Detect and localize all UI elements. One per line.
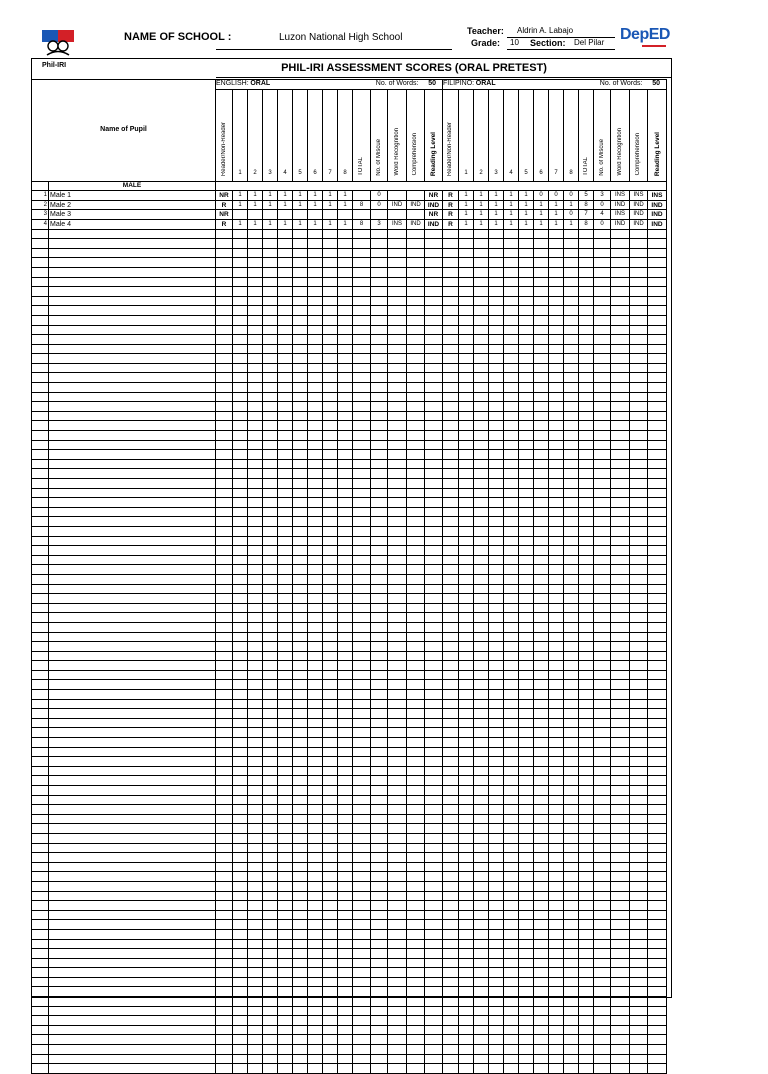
en-reading-level-header: Reading Level bbox=[425, 89, 443, 181]
en-score-cell: 1 bbox=[278, 191, 293, 201]
fil-item-4-header: 4 bbox=[504, 89, 519, 181]
pupil-name: Male 3 bbox=[49, 210, 216, 220]
fil-score-cell: 1 bbox=[519, 219, 534, 229]
fil-score-cell: 0 bbox=[549, 191, 564, 201]
name-of-pupil-header: Name of Pupil bbox=[32, 80, 216, 182]
empty-row bbox=[32, 824, 667, 834]
table-row bbox=[32, 210, 667, 220]
fil-score-cell: IND bbox=[648, 210, 667, 220]
en-score-cell: NR bbox=[216, 191, 233, 201]
en-score-cell: R bbox=[216, 200, 233, 210]
empty-row bbox=[32, 699, 667, 709]
empty-row bbox=[32, 517, 667, 527]
en-score-cell bbox=[278, 210, 293, 220]
en-score-cell: 1 bbox=[278, 219, 293, 229]
pupil-name: Male 1 bbox=[49, 191, 216, 201]
empty-row bbox=[32, 469, 667, 479]
en-score-cell bbox=[323, 210, 338, 220]
empty-row bbox=[32, 632, 667, 642]
fil-score-cell: 1 bbox=[474, 200, 489, 210]
fil-score-cell: 1 bbox=[564, 200, 579, 210]
fil-score-cell: 1 bbox=[519, 191, 534, 201]
en-score-cell: 1 bbox=[248, 200, 263, 210]
en-miscue-header: No. of Miscue bbox=[371, 89, 388, 181]
empty-row bbox=[32, 335, 667, 345]
en-score-cell: 1 bbox=[293, 191, 308, 201]
empty-row bbox=[32, 1045, 667, 1055]
en-item-2-header: 2 bbox=[248, 89, 263, 181]
fil-score-cell: 0 bbox=[594, 200, 611, 210]
fil-score-cell: 8 bbox=[579, 219, 594, 229]
empty-row bbox=[32, 536, 667, 546]
en-score-cell: NR bbox=[425, 210, 443, 220]
fil-comprehension-header: Comprehension bbox=[630, 89, 648, 181]
empty-row bbox=[32, 402, 667, 412]
fil-score-cell: INS bbox=[611, 191, 630, 201]
en-score-cell: 1 bbox=[323, 200, 338, 210]
en-item-7-header: 7 bbox=[323, 89, 338, 181]
empty-row bbox=[32, 325, 667, 335]
fil-score-cell: 1 bbox=[474, 219, 489, 229]
empty-row bbox=[32, 814, 667, 824]
empty-row bbox=[32, 315, 667, 325]
en-word-recognition-header: Word Recognition bbox=[388, 89, 407, 181]
en-score-cell: R bbox=[216, 219, 233, 229]
en-comprehension-header: Comprehension bbox=[407, 89, 425, 181]
en-score-cell bbox=[293, 210, 308, 220]
teacher-label: Teacher: bbox=[467, 26, 504, 36]
pupil-name: Male 2 bbox=[49, 200, 216, 210]
fil-score-cell: IND bbox=[611, 219, 630, 229]
empty-row bbox=[32, 507, 667, 517]
en-score-cell: IND bbox=[407, 219, 425, 229]
en-score-cell bbox=[407, 210, 425, 220]
empty-row bbox=[32, 229, 667, 239]
empty-row bbox=[32, 546, 667, 556]
empty-row bbox=[32, 718, 667, 728]
empty-row bbox=[32, 968, 667, 978]
fil-item-6-header: 6 bbox=[534, 89, 549, 181]
empty-row bbox=[32, 363, 667, 373]
empty-row bbox=[32, 680, 667, 690]
empty-row bbox=[32, 488, 667, 498]
en-score-cell: 8 bbox=[353, 219, 371, 229]
empty-row bbox=[32, 747, 667, 757]
section-value: Del Pilar bbox=[574, 38, 605, 47]
male-label: MALE bbox=[49, 181, 216, 191]
empty-row bbox=[32, 574, 667, 584]
empty-row bbox=[32, 277, 667, 287]
empty-row bbox=[32, 239, 667, 249]
grade-underline bbox=[507, 49, 615, 50]
empty-row bbox=[32, 498, 667, 508]
fil-score-cell: 1 bbox=[549, 200, 564, 210]
fil-score-cell: 1 bbox=[534, 210, 549, 220]
empty-row bbox=[32, 862, 667, 872]
sheet-title: PHIL-IRI ASSESSMENT SCORES (ORAL PRETEST) bbox=[216, 59, 672, 78]
empty-row bbox=[32, 728, 667, 738]
en-score-cell: 1 bbox=[233, 200, 248, 210]
empty-row bbox=[32, 431, 667, 441]
fil-score-cell: IND bbox=[648, 219, 667, 229]
fil-score-cell: 1 bbox=[489, 219, 504, 229]
empty-row bbox=[32, 450, 667, 460]
en-score-cell: IND bbox=[407, 200, 425, 210]
row-number: 1 bbox=[32, 191, 49, 201]
en-score-cell bbox=[338, 210, 353, 220]
row-number: 2 bbox=[32, 200, 49, 210]
fil-miscue-header: No. of Miscue bbox=[594, 89, 611, 181]
en-score-cell: 1 bbox=[293, 219, 308, 229]
en-score-cell bbox=[407, 191, 425, 201]
section-label: Section: bbox=[530, 38, 566, 48]
empty-row bbox=[32, 459, 667, 469]
empty-row bbox=[32, 613, 667, 623]
en-item-3-header: 3 bbox=[263, 89, 278, 181]
en-score-cell: 1 bbox=[323, 191, 338, 201]
en-score-cell bbox=[263, 210, 278, 220]
en-item-1-header: 1 bbox=[233, 89, 248, 181]
empty-row bbox=[32, 1064, 667, 1074]
fil-score-cell: 1 bbox=[489, 191, 504, 201]
fil-score-cell: IND bbox=[611, 200, 630, 210]
male-section-row bbox=[32, 181, 667, 191]
fil-item-1-header: 1 bbox=[459, 89, 474, 181]
fil-reader-header: Reader/Non-Reader bbox=[443, 89, 459, 181]
fil-reading-level-header: Reading Level bbox=[648, 89, 667, 181]
english-header: ENGLISH: ORAL No. of Words: 50 bbox=[216, 80, 443, 90]
empty-row bbox=[32, 881, 667, 891]
en-score-cell: 1 bbox=[248, 219, 263, 229]
fil-score-cell: 1 bbox=[519, 210, 534, 220]
en-item-4-header: 4 bbox=[278, 89, 293, 181]
en-score-cell bbox=[233, 210, 248, 220]
en-score-cell: NR bbox=[216, 210, 233, 220]
en-score-cell: 1 bbox=[338, 200, 353, 210]
fil-score-cell: 1 bbox=[474, 191, 489, 201]
fil-item-2-header: 2 bbox=[474, 89, 489, 181]
empty-row bbox=[32, 383, 667, 393]
grade-label: Grade: bbox=[471, 38, 501, 48]
en-score-cell: 1 bbox=[248, 191, 263, 201]
empty-row bbox=[32, 526, 667, 536]
fil-score-cell: IND bbox=[630, 200, 648, 210]
en-score-cell: 1 bbox=[338, 191, 353, 201]
teacher-name: Aldrin A. Labajo bbox=[517, 26, 574, 35]
empty-row bbox=[32, 267, 667, 277]
en-score-cell: INS bbox=[388, 219, 407, 229]
deped-logo-text: DepED bbox=[620, 26, 670, 43]
empty-row bbox=[32, 757, 667, 767]
fil-score-cell: 1 bbox=[459, 210, 474, 220]
empty-row bbox=[32, 853, 667, 863]
en-item-5-header: 5 bbox=[293, 89, 308, 181]
fil-total-header: TOTAL bbox=[579, 89, 594, 181]
fil-score-cell: 7 bbox=[579, 210, 594, 220]
fil-item-8-header: 8 bbox=[564, 89, 579, 181]
fil-score-cell: 8 bbox=[579, 200, 594, 210]
empty-row bbox=[32, 248, 667, 258]
fil-score-cell: INS bbox=[630, 191, 648, 201]
fil-score-cell: R bbox=[443, 219, 459, 229]
empty-row bbox=[32, 929, 667, 939]
en-score-cell bbox=[388, 210, 407, 220]
fil-score-cell: IND bbox=[648, 200, 667, 210]
en-reader-header: Reader/Non-Reader bbox=[216, 89, 233, 181]
empty-row bbox=[32, 479, 667, 489]
en-item-6-header: 6 bbox=[308, 89, 323, 181]
en-score-cell: 1 bbox=[308, 219, 323, 229]
empty-row bbox=[32, 910, 667, 920]
en-total-header: TOTAL bbox=[353, 89, 371, 181]
en-score-cell: 0 bbox=[371, 191, 388, 201]
fil-score-cell: IND bbox=[630, 219, 648, 229]
en-score-cell: 1 bbox=[323, 219, 338, 229]
empty-row bbox=[32, 651, 667, 661]
empty-row bbox=[32, 622, 667, 632]
fil-score-cell: 1 bbox=[474, 210, 489, 220]
empty-row bbox=[32, 584, 667, 594]
en-score-cell: 1 bbox=[263, 191, 278, 201]
empty-row bbox=[32, 891, 667, 901]
en-score-cell: 1 bbox=[263, 200, 278, 210]
table-row bbox=[32, 191, 667, 201]
empty-row bbox=[32, 670, 667, 680]
empty-row bbox=[32, 766, 667, 776]
pupil-name: Male 4 bbox=[49, 219, 216, 229]
en-score-cell: 1 bbox=[293, 200, 308, 210]
empty-row bbox=[32, 843, 667, 853]
empty-row bbox=[32, 1006, 667, 1016]
fil-score-cell: R bbox=[443, 200, 459, 210]
empty-row bbox=[32, 421, 667, 431]
fil-item-5-header: 5 bbox=[519, 89, 534, 181]
empty-row bbox=[32, 939, 667, 949]
empty-row bbox=[32, 555, 667, 565]
fil-score-cell: 1 bbox=[459, 219, 474, 229]
empty-row bbox=[32, 411, 667, 421]
empty-row bbox=[32, 1035, 667, 1045]
en-score-cell bbox=[388, 191, 407, 201]
empty-row bbox=[32, 344, 667, 354]
fil-score-cell: INS bbox=[611, 210, 630, 220]
deped-tagline bbox=[642, 45, 666, 47]
fil-score-cell: R bbox=[443, 210, 459, 220]
empty-row bbox=[32, 795, 667, 805]
scores-table bbox=[31, 79, 667, 1074]
fil-score-cell: 1 bbox=[504, 200, 519, 210]
empty-row bbox=[32, 709, 667, 719]
fil-score-cell: INS bbox=[648, 191, 667, 201]
en-score-cell: IND bbox=[388, 200, 407, 210]
empty-row bbox=[32, 373, 667, 383]
fil-score-cell: 0 bbox=[564, 210, 579, 220]
en-score-cell: 1 bbox=[338, 219, 353, 229]
school-label: NAME OF SCHOOL : bbox=[124, 31, 232, 43]
language-header-row bbox=[32, 80, 667, 90]
fil-score-cell: 1 bbox=[504, 191, 519, 201]
fil-score-cell: 0 bbox=[564, 191, 579, 201]
empty-row bbox=[32, 690, 667, 700]
empty-row bbox=[32, 977, 667, 987]
fil-score-cell: 1 bbox=[504, 219, 519, 229]
fil-score-cell: 3 bbox=[594, 191, 611, 201]
en-score-cell bbox=[248, 210, 263, 220]
fil-score-cell: 1 bbox=[564, 219, 579, 229]
empty-row bbox=[32, 833, 667, 843]
empty-row bbox=[32, 594, 667, 604]
fil-score-cell: 1 bbox=[459, 191, 474, 201]
en-score-cell bbox=[353, 210, 371, 220]
empty-row bbox=[32, 392, 667, 402]
empty-row bbox=[32, 306, 667, 316]
fil-score-cell: 1 bbox=[504, 210, 519, 220]
empty-row bbox=[32, 642, 667, 652]
empty-row bbox=[32, 987, 667, 997]
empty-row bbox=[32, 997, 667, 1007]
en-score-cell: 1 bbox=[278, 200, 293, 210]
empty-row bbox=[32, 776, 667, 786]
fil-word-recognition-header: Word Recognition bbox=[611, 89, 630, 181]
en-score-cell: 1 bbox=[308, 191, 323, 201]
fil-score-cell: 1 bbox=[489, 200, 504, 210]
en-score-cell: 8 bbox=[353, 200, 371, 210]
fil-score-cell: 5 bbox=[579, 191, 594, 201]
fil-score-cell: 1 bbox=[534, 219, 549, 229]
en-score-cell: 0 bbox=[371, 200, 388, 210]
fil-score-cell: 0 bbox=[594, 219, 611, 229]
fil-score-cell: 0 bbox=[534, 191, 549, 201]
empty-row bbox=[32, 296, 667, 306]
fil-score-cell: 1 bbox=[549, 219, 564, 229]
empty-row bbox=[32, 354, 667, 364]
empty-row bbox=[32, 661, 667, 671]
en-score-cell: 3 bbox=[371, 219, 388, 229]
philiri-logo-text: Phil-IRI bbox=[42, 62, 67, 69]
fil-score-cell: 1 bbox=[459, 200, 474, 210]
empty-row bbox=[32, 958, 667, 968]
empty-row bbox=[32, 786, 667, 796]
empty-row bbox=[32, 603, 667, 613]
fil-score-cell: R bbox=[443, 191, 459, 201]
empty-row bbox=[32, 949, 667, 959]
empty-row bbox=[32, 738, 667, 748]
row-number: 4 bbox=[32, 219, 49, 229]
school-name: Luzon National High School bbox=[279, 32, 403, 43]
empty-row bbox=[32, 1025, 667, 1035]
en-score-cell: 1 bbox=[308, 200, 323, 210]
empty-row bbox=[32, 258, 667, 268]
fil-score-cell: 1 bbox=[519, 200, 534, 210]
en-item-8-header: 8 bbox=[338, 89, 353, 181]
en-score-cell: IND bbox=[425, 219, 443, 229]
empty-row bbox=[32, 872, 667, 882]
fil-item-3-header: 3 bbox=[489, 89, 504, 181]
en-score-cell: NR bbox=[425, 191, 443, 201]
table-row bbox=[32, 200, 667, 210]
empty-row bbox=[32, 565, 667, 575]
fil-score-cell: 1 bbox=[549, 210, 564, 220]
empty-row bbox=[32, 287, 667, 297]
en-score-cell: 1 bbox=[233, 219, 248, 229]
fil-score-cell: IND bbox=[630, 210, 648, 220]
empty-row bbox=[32, 920, 667, 930]
fil-score-cell: 1 bbox=[534, 200, 549, 210]
empty-row bbox=[32, 805, 667, 815]
en-score-cell bbox=[353, 191, 371, 201]
en-score-cell: 1 bbox=[263, 219, 278, 229]
fil-score-cell: 4 bbox=[594, 210, 611, 220]
empty-row bbox=[32, 901, 667, 911]
en-score-cell: IND bbox=[425, 200, 443, 210]
deped-logo bbox=[620, 26, 670, 47]
fil-score-cell: 1 bbox=[489, 210, 504, 220]
filipino-header: FILIPINO: ORAL No. of Words: 50 bbox=[443, 80, 667, 90]
grade-value: 10 bbox=[510, 38, 519, 47]
empty-row bbox=[32, 1054, 667, 1064]
en-score-cell bbox=[308, 210, 323, 220]
fil-item-7-header: 7 bbox=[549, 89, 564, 181]
table-row bbox=[32, 219, 667, 229]
empty-row bbox=[32, 440, 667, 450]
row-number: 3 bbox=[32, 210, 49, 220]
school-underline bbox=[216, 49, 452, 50]
en-score-cell: 1 bbox=[233, 191, 248, 201]
en-score-cell bbox=[371, 210, 388, 220]
